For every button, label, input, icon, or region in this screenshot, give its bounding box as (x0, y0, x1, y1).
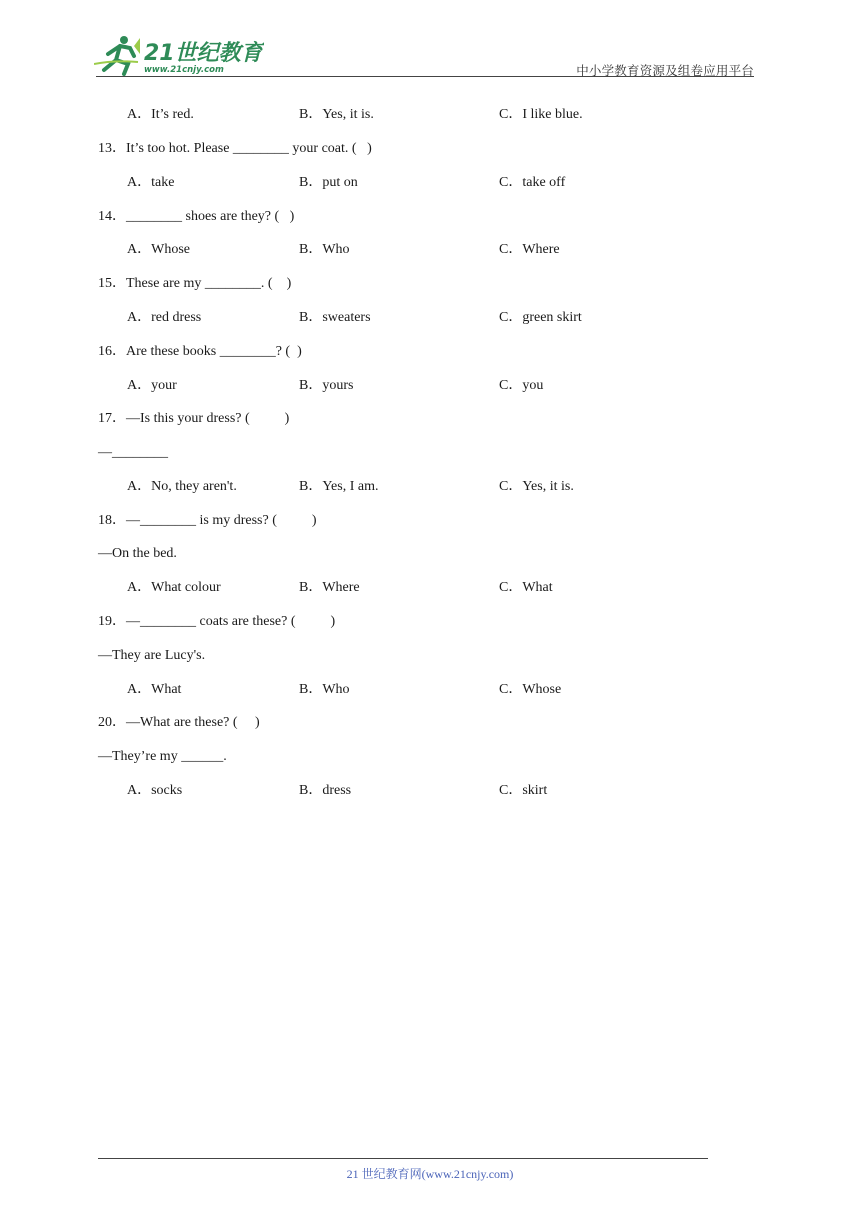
q20-option-a[interactable]: A．socks (127, 783, 183, 798)
footer-text[interactable]: 21 世纪教育网(www.21cnjy.com) (346, 1167, 514, 1181)
runner-logo-icon (94, 34, 264, 78)
q20-option-b[interactable]: B．dress (299, 783, 352, 798)
question-17: 17．—Is this your dress? ( ) (98, 411, 290, 426)
header-divider (96, 76, 754, 77)
logo-text: 21世纪教育 (144, 41, 263, 66)
q14-option-a[interactable]: A．Whose (127, 242, 190, 257)
question-19: 19．—________ coats are these? ( ) (98, 614, 336, 629)
footer-divider (98, 1158, 708, 1159)
q13-option-b[interactable]: B．put on (299, 175, 358, 190)
question-18: 18．—________ is my dress? ( ) (98, 513, 317, 528)
q19-option-c[interactable]: C．Whose (499, 682, 562, 697)
q17-option-a[interactable]: A．No, they aren't. (127, 479, 237, 494)
q17-option-b[interactable]: B．Yes, I am. (299, 479, 379, 494)
q17-answer-line: —________ (98, 445, 168, 460)
option-a[interactable]: A．It’s red. (127, 107, 194, 122)
question-14: 14．________ shoes are they? ( ) (98, 209, 295, 224)
q14-option-c[interactable]: C．Where (499, 242, 560, 257)
question-15: 15．These are my ________. ( ) (98, 276, 292, 291)
q15-option-a[interactable]: A．red dress (127, 310, 202, 325)
q20-answer-line: —They’re my ______. (98, 749, 227, 764)
question-20: 20．—What are these? ( ) (98, 715, 260, 730)
q13-option-a[interactable]: A．take (127, 175, 175, 190)
q18-option-c[interactable]: C．What (499, 580, 553, 595)
q17-option-c[interactable]: C．Yes, it is. (499, 479, 574, 494)
option-b[interactable]: B．Yes, it is. (299, 107, 374, 122)
question-13: 13．It’s too hot. Please ________ your coat. ( ) (98, 141, 372, 156)
q15-option-c[interactable]: C．green skirt (499, 310, 582, 325)
q19-option-b[interactable]: B．Who (299, 682, 350, 697)
q18-answer-line: —On the bed. (98, 546, 177, 561)
header-tagline: 中小学教育资源及组卷应用平台 (576, 64, 754, 78)
q20-option-c[interactable]: C．skirt (499, 783, 548, 798)
q18-option-a[interactable]: A．What colour (127, 580, 221, 595)
q13-option-c[interactable]: C．take off (499, 175, 566, 190)
q15-option-b[interactable]: B．sweaters (299, 310, 371, 325)
site-logo (94, 34, 264, 78)
q19-option-a[interactable]: A．What (127, 682, 182, 697)
q19-answer-line: —They are Lucy's. (98, 648, 206, 663)
q14-option-b[interactable]: B．Who (299, 242, 350, 257)
q16-option-c[interactable]: C．you (499, 378, 544, 393)
logo-url: www.21cnjy.com (144, 65, 224, 75)
option-c[interactable]: C．I like blue. (499, 107, 583, 122)
q16-option-a[interactable]: A．your (127, 378, 177, 393)
q16-option-b[interactable]: B．yours (299, 378, 354, 393)
q18-option-b[interactable]: B．Where (299, 580, 360, 595)
question-16: 16．Are these books ________? ( ) (98, 344, 302, 359)
